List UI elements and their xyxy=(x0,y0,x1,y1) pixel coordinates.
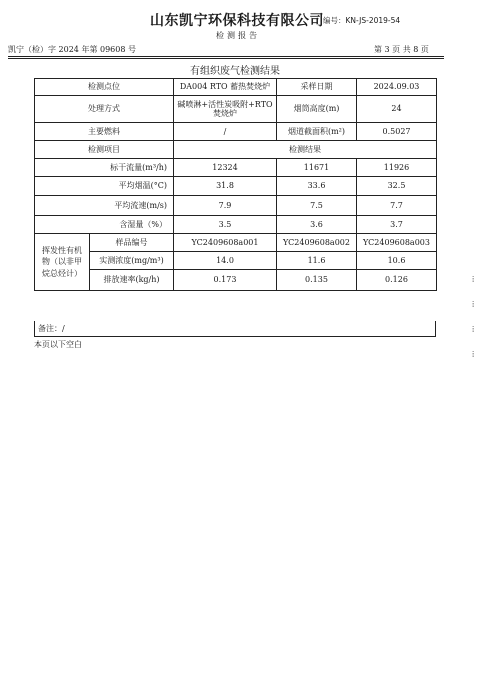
table-row xyxy=(35,159,437,177)
header-rule-secondary xyxy=(8,58,444,59)
info-row-fuel xyxy=(35,123,437,141)
method-value: 碱喷淋+活性炭吸附+RTO 焚烧炉 xyxy=(174,96,277,123)
row-label: 平均烟温(°C) xyxy=(35,177,174,196)
edge-stamp-mark: ⁞ xyxy=(472,350,475,359)
results-table xyxy=(34,78,437,291)
cell: 32.5 xyxy=(357,177,437,196)
cell: 11.6 xyxy=(277,252,357,270)
page-number: 第 3 页 共 8 页 xyxy=(374,45,429,54)
cell: 3.5 xyxy=(174,216,277,234)
remark: 备注：/ xyxy=(34,321,436,337)
cell: 7.9 xyxy=(174,196,277,216)
cell: 10.6 xyxy=(357,252,437,270)
row-label: 排放速率(kg/h) xyxy=(90,270,174,291)
edge-stamp-mark: ⁞ xyxy=(472,300,475,309)
table-row xyxy=(35,196,437,216)
row-label: 样品编号 xyxy=(90,234,174,252)
result-header: 检测结果 xyxy=(174,141,437,159)
header-rule xyxy=(8,56,444,57)
table-row xyxy=(35,270,437,291)
cell: 7.7 xyxy=(357,196,437,216)
cell: 11926 xyxy=(357,159,437,177)
cell: 7.5 xyxy=(277,196,357,216)
item-header: 检测项目 xyxy=(35,141,174,159)
row-label: 平均流速(m/s) xyxy=(35,196,174,216)
fuel-value: / xyxy=(174,123,277,141)
cell: YC2409608a003 xyxy=(357,234,437,252)
cell: 14.0 xyxy=(174,252,277,270)
cell: 31.8 xyxy=(174,177,277,196)
row-label: 含湿量（%） xyxy=(35,216,174,234)
cell: 3.6 xyxy=(277,216,357,234)
table-row xyxy=(35,177,437,196)
cell: YC2409608a001 xyxy=(174,234,277,252)
document-code: 编号：KN-JS-2019-54 xyxy=(323,16,401,25)
blank-note: 本页以下空白 xyxy=(34,340,82,349)
cell: 0.135 xyxy=(277,270,357,291)
results-header-row xyxy=(35,141,437,159)
area-value: 0.5027 xyxy=(357,123,437,141)
cell: 12324 xyxy=(174,159,277,177)
table-title: 有组织废气检测结果 xyxy=(190,66,280,77)
table-row xyxy=(35,234,437,252)
fuel-label: 主要燃料 xyxy=(35,123,174,141)
info-row-point xyxy=(35,79,437,96)
method-label: 处理方式 xyxy=(35,96,174,123)
height-value: 24 xyxy=(357,96,437,123)
report-number: 凯宁（检）字 2024 年第 09608 号 xyxy=(8,45,136,54)
table-row xyxy=(35,216,437,234)
edge-stamp-mark: ⁞ xyxy=(472,325,475,334)
date-value: 2024.09.03 xyxy=(357,79,437,96)
cell: 33.6 xyxy=(277,177,357,196)
cell: 11671 xyxy=(277,159,357,177)
cell: 0.173 xyxy=(174,270,277,291)
edge-stamp-mark: ⁞ xyxy=(472,275,475,284)
row-label: 标干流量(m³/h) xyxy=(35,159,174,177)
point-value: DA004 RTO 蓄热焚烧炉 xyxy=(174,79,277,96)
voc-group-label: 挥发性有机物（以非甲烷总烃计） xyxy=(35,234,90,291)
cell: 3.7 xyxy=(357,216,437,234)
area-label: 烟道截面积(m²) xyxy=(277,123,357,141)
info-row-method xyxy=(35,96,437,123)
point-label: 检测点位 xyxy=(35,79,174,96)
company-name: 山东凯宁环保科技有限公司 xyxy=(150,13,324,29)
cell: YC2409608a002 xyxy=(277,234,357,252)
date-label: 采样日期 xyxy=(277,79,357,96)
cell: 0.126 xyxy=(357,270,437,291)
row-label: 实测浓度(mg/m³) xyxy=(90,252,174,270)
report-subtitle: 检测报告 xyxy=(216,31,260,40)
table-row xyxy=(35,252,437,270)
height-label: 烟筒高度(m) xyxy=(277,96,357,123)
